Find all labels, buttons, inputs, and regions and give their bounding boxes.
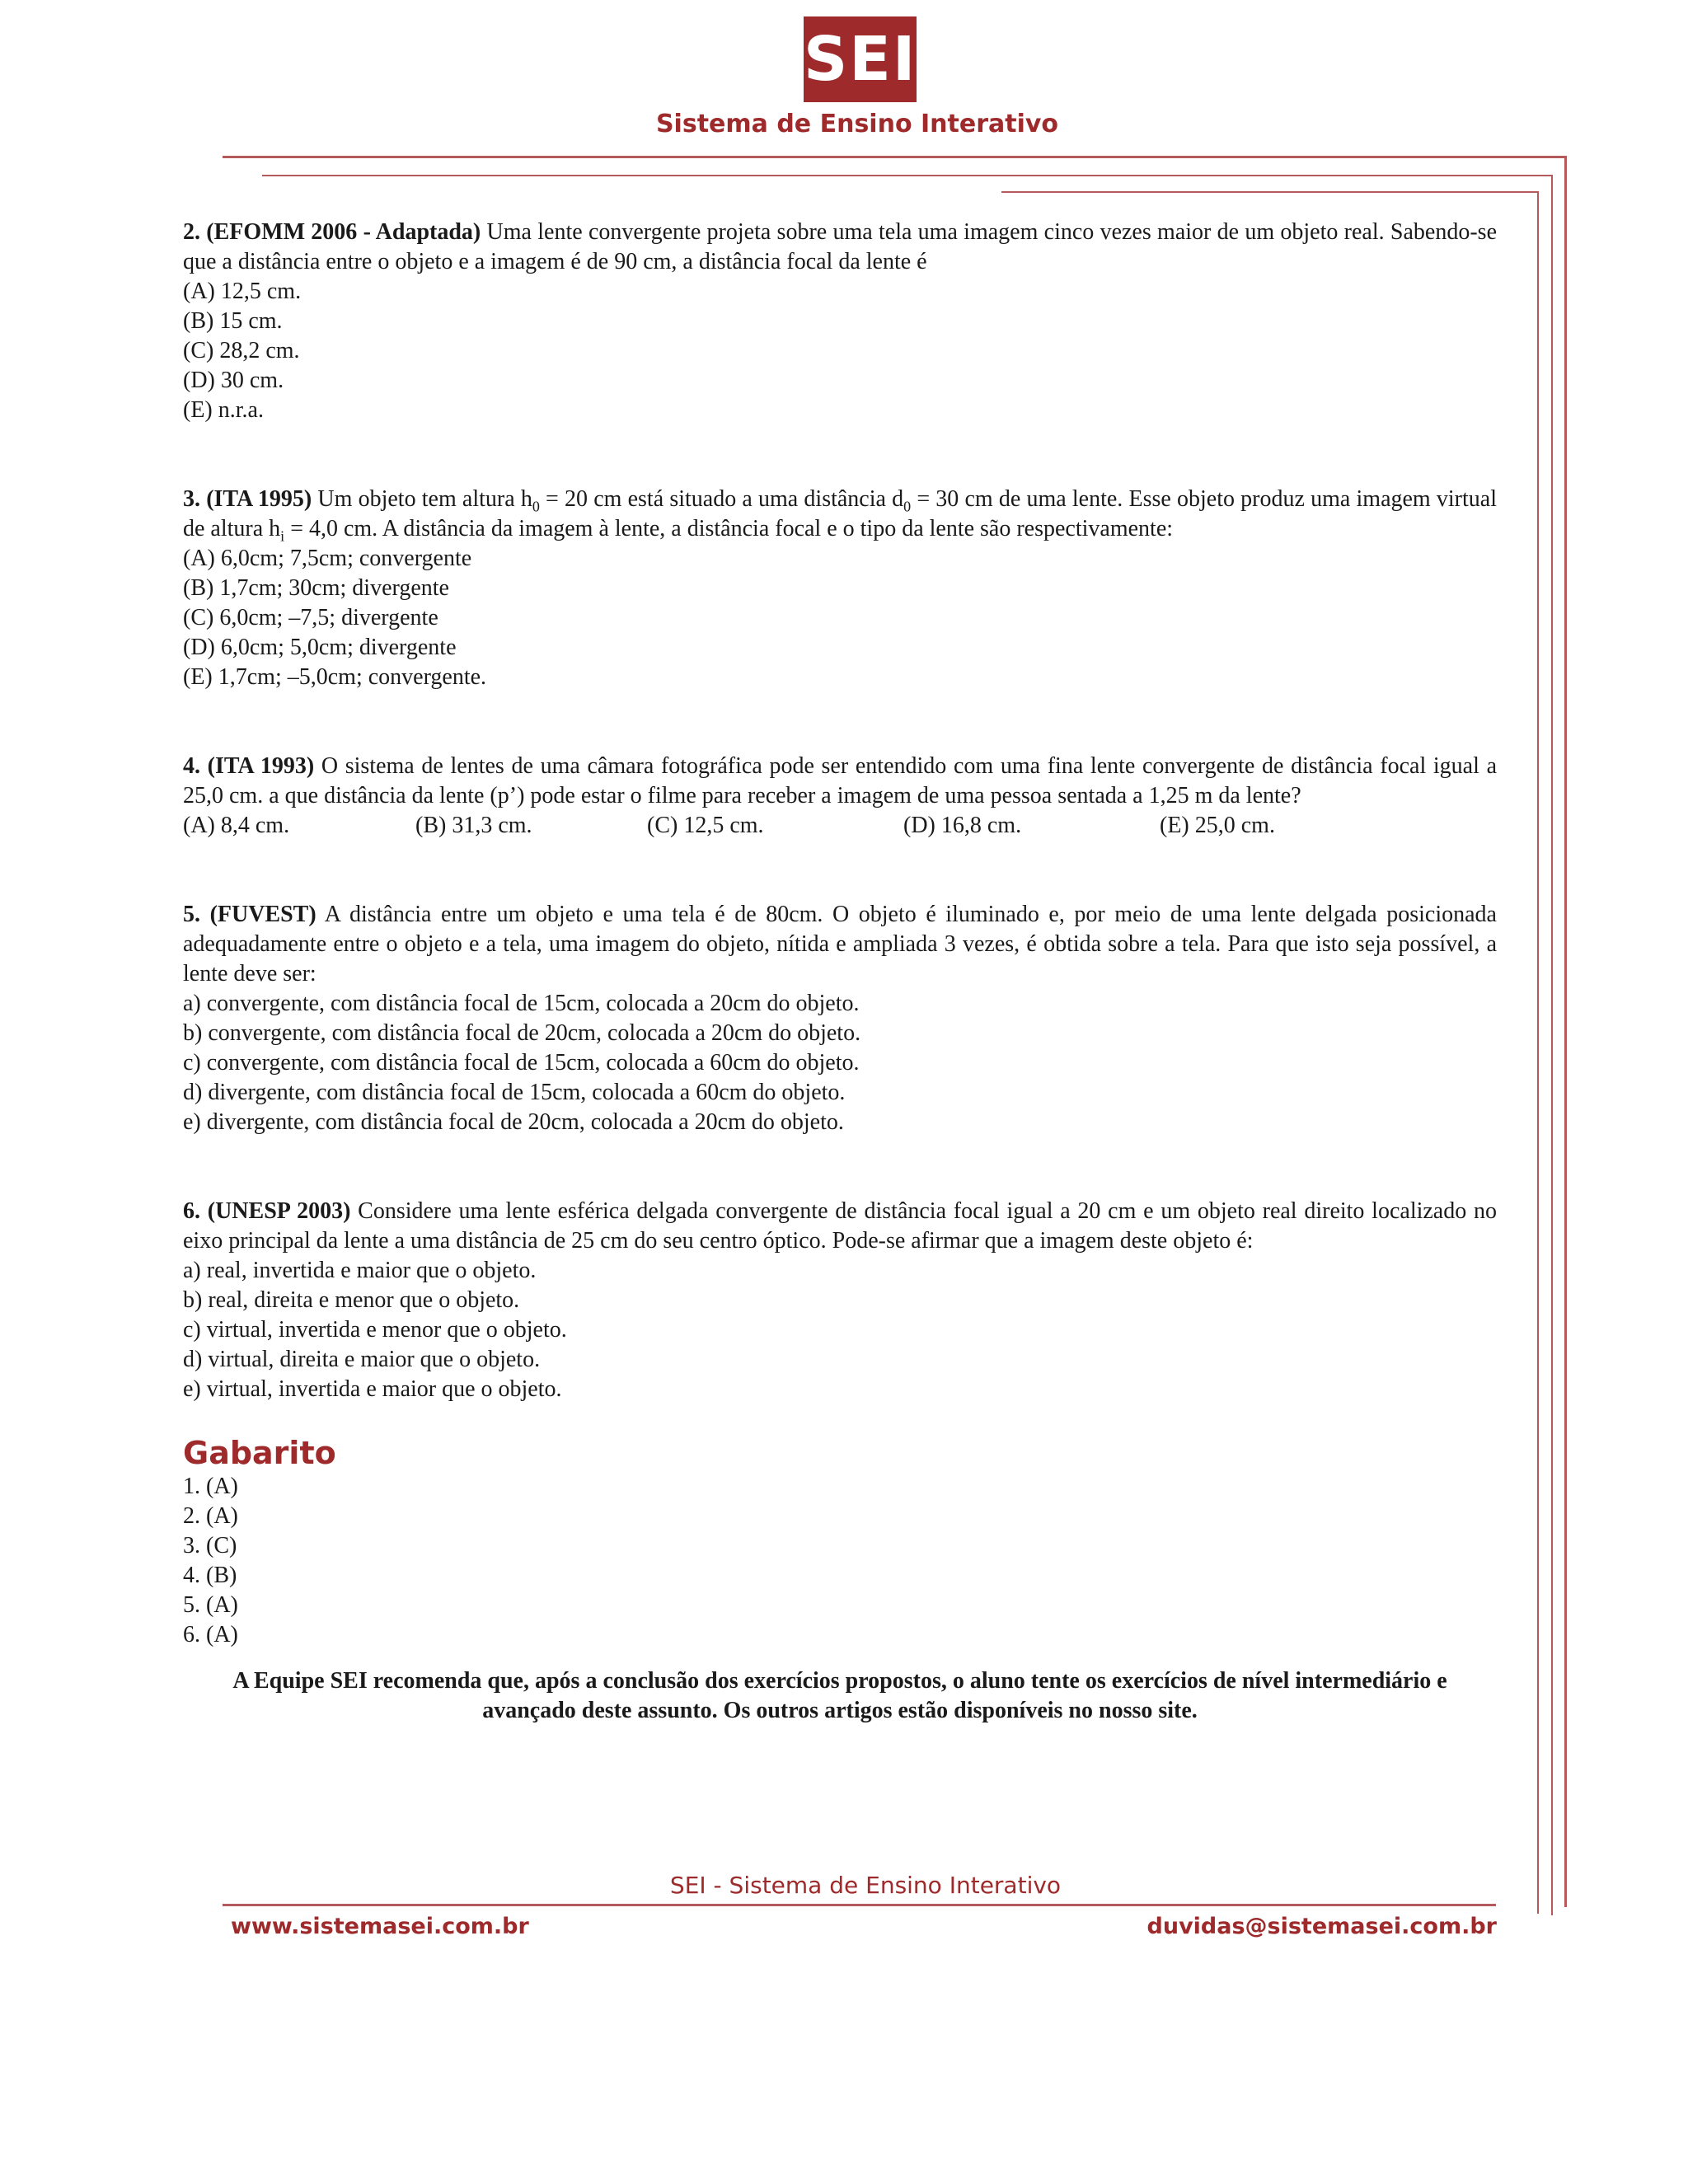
footer-divider-line [223,1904,1496,1906]
right-frame-line [1564,156,1567,1907]
question-2-stem [183,218,1497,277]
question-2-text: Uma lente convergente projeta sobre uma tela uma imagem cinco vezes maior de um objeto real. Sabendo-se que a distância entre o objeto e a imagem é de 90 cm, a distância focal da lente é [183,219,1497,274]
right-frame-line-3 [1537,191,1539,1914]
question-3-text: = 20 cm está situado a uma distância d [539,486,904,512]
question-5-source: 5. (FUVEST) [183,902,316,927]
gabarito-title: Gabarito [183,1435,336,1471]
question-5 [183,900,1497,1137]
subscript: 0 [532,498,540,515]
question-3-text: = 30 cm de uma lente. Esse objeto produz uma imagem virtual de altura h [183,486,1497,541]
question-4-option: (D) 16,8 cm. [903,813,1022,838]
question-2-option: (A) 12,5 cm. [183,279,302,304]
question-3-stem [183,485,1497,544]
question-4-option: (A) 8,4 cm. [183,813,290,838]
question-3-option: (D) 6,0cm; 5,0cm; divergente [183,635,457,660]
gabarito-answer: 1. (A) [183,1474,238,1499]
footer-website-link[interactable]: www.sistemasei.com.br [231,1914,529,1939]
question-5-option: c) convergente, com distância focal de 15cm, colocada a 60cm do objeto. [183,1050,860,1076]
gabarito-answer: 3. (C) [183,1533,237,1558]
question-2-option: (E) n.r.a. [183,397,264,423]
question-4-source: 4. (ITA 1993) [183,753,315,779]
header-subtitle: Sistema de Ensino Interativo [655,110,1059,138]
header-divider-line [223,156,1566,158]
question-2-option: (C) 28,2 cm. [183,338,300,363]
question-5-text: A distância entre um objeto e uma tela é de 80cm. O objeto é iluminado e, por meio de uma lente delgada posicionada adequadamente entre o objeto e a tela, uma imagem do objeto, nítida e ampliada 3 vezes, é obtida sobre a tela. Para que isto seja possível, a lente deve ser: [183,902,1497,987]
question-6-option: d) virtual, direita e maior que o objeto. [183,1347,541,1372]
subscript: i [280,527,285,545]
question-2 [183,218,1497,425]
question-5-stem [183,900,1497,989]
question-6-source: 6. (UNESP 2003) [183,1198,351,1224]
question-4-options [183,811,1497,841]
question-2-source: 2. (EFOMM 2006 - Adaptada) [183,219,481,245]
footer-email-link[interactable]: duvidas@sistemasei.com.br [1146,1914,1497,1939]
question-5-option: b) convergente, com distância focal de 20cm, colocada a 20cm do objeto. [183,1020,861,1046]
question-4-stem [183,752,1497,811]
question-2-option: (B) 15 cm. [183,308,283,334]
question-4-option: (C) 12,5 cm. [647,813,764,838]
question-3-text: Um objeto tem altura h [312,486,532,512]
question-3-option: (A) 6,0cm; 7,5cm; convergente [183,546,472,571]
question-4-option: (B) 31,3 cm. [415,813,532,838]
header-divider-line-3 [1001,191,1539,193]
question-5-option: e) divergente, com distância focal de 20cm, colocada a 20cm do objeto. [183,1109,844,1135]
question-3-text: = 4,0 cm. A distância da imagem à lente, a distância focal e o tipo da lente são respectivamente: [284,516,1174,541]
gabarito-answers [183,1472,1497,1650]
question-4-option: (E) 25,0 cm. [1160,813,1275,838]
question-6-option: c) virtual, invertida e menor que o objeto. [183,1317,567,1343]
question-3-option: (E) 1,7cm; –5,0cm; convergente. [183,664,487,690]
question-3-option: (B) 1,7cm; 30cm; divergente [183,575,449,601]
recommendation-text: A Equipe SEI recomenda que, após a conclusão dos exercícios propostos, o aluno tente os exercícios de nível intermediário e avançado deste assunto. Os outros artigos estão disponíveis no nosso site. [232,1668,1447,1723]
question-4 [183,752,1497,841]
gabarito-answer: 2. (A) [183,1503,238,1529]
question-6 [183,1197,1497,1404]
sei-logo [804,16,917,102]
logo-text: SEI [804,24,917,95]
subscript: 0 [903,498,912,515]
gabarito-answer: 6. (A) [183,1622,238,1647]
gabarito-answer: 5. (A) [183,1592,238,1618]
question-3 [183,485,1497,692]
question-3-source: 3. (ITA 1995) [183,486,312,512]
question-5-option: d) divergente, com distância focal de 15cm, colocada a 60cm do objeto. [183,1080,846,1105]
question-6-text: Considere uma lente esférica delgada convergente de distância focal igual a 20 cm e um objeto real direito localizado no eixo principal da lente a uma distância de 25 cm do seu centro óptico. Pode-se afirmar que a imagem deste objeto é: [183,1198,1497,1254]
question-6-option: e) virtual, invertida e maior que o objeto. [183,1376,562,1402]
question-3-option: (C) 6,0cm; –7,5; divergente [183,605,438,630]
header-divider-line-2 [262,175,1553,176]
question-6-stem [183,1197,1497,1256]
document-body [183,218,1497,1726]
footer-title: SEI - Sistema de Ensino Interativo [669,1872,1062,1899]
question-6-option: a) real, invertida e maior que o objeto. [183,1258,537,1283]
right-frame-line-2 [1551,175,1553,1915]
question-5-option: a) convergente, com distância focal de 15cm, colocada a 20cm do objeto. [183,991,860,1016]
question-6-option: b) real, direita e menor que o objeto. [183,1287,520,1313]
question-2-option: (D) 30 cm. [183,368,284,393]
gabarito-answer: 4. (B) [183,1563,237,1588]
question-4-text: O sistema de lentes de uma câmara fotográfica pode ser entendido com uma fina lente convergente de distância focal igual a 25,0 cm. a que distância da lente (p’) pode estar o filme para receber a imagem de uma pessoa sentada a 1,25 m da lente? [183,753,1497,808]
